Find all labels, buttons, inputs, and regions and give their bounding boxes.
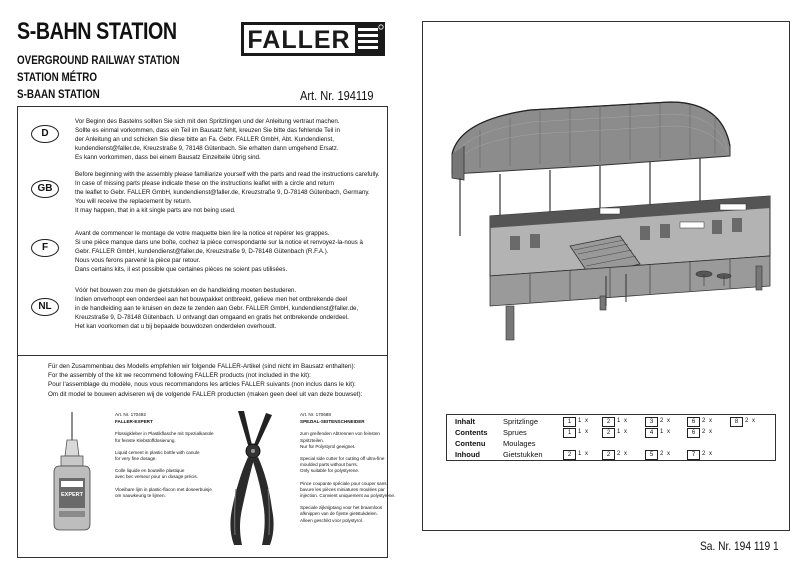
sa-number: Sa. Nr. 194 119 1: [700, 539, 779, 553]
faller-logo: [241, 22, 385, 56]
parts-row-gb: Contents Sprues 1 1 x 2 1 x 4 1 x 6 2 x: [455, 428, 712, 437]
language-badge-nl: NL: [31, 298, 59, 316]
language-badge-fr: F: [31, 239, 59, 257]
language-badge-gb: GB: [31, 180, 59, 198]
accessory-expert-text: Art. Nr. 170492 FALLER-EXPERT Flüssigkleber in Plastikflasche mit Spezialkanüle für feinste Klebstoffdosierung. Liquid cement in plastic bottle with canule for very fine dosage. Colle liquide en bouteille plastique avec bec verseur pour un dosage précis. Vloeibare lijm in plastic-flacon met doseerbuisje om nauwkeurig te lijmen.: [115, 412, 214, 498]
bottle-label: EXPERT: [60, 492, 84, 498]
page-title: S-BAHN STATION: [17, 18, 177, 45]
language-badge-de: D: [31, 125, 59, 143]
article-number: Art. Nr. 194119: [300, 88, 374, 103]
accessories-intro: Für den Zusammenbau des Modells empfehlen wir folgende FALLER-Artikel (sind nicht im Bausatz enthalten): For the assembly of the kit we recommend following FALLER products (not included in the kit): Pour l'assemblage du modèle, nous vous recommandons les articles FALLER suivants (non inclus dans le kit): Om dit model te bouwen adviseren wij de volgende FALLER producten (maken geen deel uit van deze bouwset):: [48, 363, 363, 398]
parts-row-fr: Contenu Moulages: [455, 439, 536, 448]
parts-row-nl: Inhoud Gietstukken 2 1 x 2 2 x 5 2 x 7 2 x: [455, 450, 712, 459]
subtitle-french: STATION MÉTRO: [17, 70, 97, 84]
station-model-image: [440, 96, 780, 346]
language-text-gb: Before beginning with the assembly please familiarize yourself with the parts and read the instructions carefully. In case of missing parts please indicate these on the instructions leaflet with a circle and return the leaflet to Gebr. FALLER GmbH, kundendienst@faller.de, Kreuzstraße 9, D-78148 Gütenbach, Germany. You will receive the replacement by return. It may happen, that in a kit single parts are not being used.: [75, 171, 380, 214]
instructions-panel: [17, 106, 396, 558]
parts-row-de: Inhalt Spritzlinge 1 1 x 2 1 x 3 2 x 6 2 x 8 2 x: [455, 417, 755, 426]
logo-text: FALLER: [247, 26, 351, 54]
section-divider: [18, 355, 387, 356]
language-text-de: Vor Beginn des Bastelns sollten Sie sich mit den Spritzlingen und der Anleitung vertraut machen. Sollte es einmal vorkommen, dass ein Teil im Bausatz fehlt, kreuzen Sie bitte das fehlende Teil in der Anleitung an und schicken Sie diese bitte an Fa. Gebr. FALLER GmbH, Abt. Kundendienst, kundendienst@faller.de, Kreuzstraße 9, 78148 Gütenbach. Sie erhalten dann umgehend Ersatz. Es kann vorkommen, dass bei einem Bausatz Einzelteile übrig sind.: [75, 118, 340, 161]
subtitle-english: OVERGROUND RAILWAY STATION: [17, 53, 180, 67]
glue-bottle-image: [46, 412, 98, 532]
language-text-fr: Avant de commencer le montage de votre maquette bien lire la notice et repérer les grappes. Si une pièce manque dans une boîte, cochez la pièce correspondante sur la notice et renvoyez-la-nous à Gebr. FALLER GmbH, kundendienst@faller.de, Kreuzstraße 9, D-78148 Gütenbach (R.F.A.). Nous vous ferons parvenir la pièce par retour. Dans certains kits, il est possible que certaines pièces ne soient pas utilisées.: [75, 230, 363, 273]
accessory-cutter-text: Art. Nr. 170688 SPEZIAL-SEITENSCHNEIDER zum greifenden Abtrennen von feinsten Spritzteilen. Nur für Polystyrol geeignet. Special side cutter for cutting off ultra-fine moulded parts without burrs. Only suitable for polystyrene. Pince coupante spéciale pour couper sans bavure les pièces miniatures moulées par injection. Convient uniquement au polystyrène. Speciale zijknijptang voor het braamloos afknippen van de fijnste gietstukdelen. Alleen geschikt voor polystyrol.: [300, 412, 396, 523]
subtitle-dutch: S-BAAN STATION: [17, 87, 100, 101]
side-cutter-image: [218, 409, 288, 549]
parts-table: [446, 414, 776, 461]
language-text-nl: Vóór het bouwen zou men de gietstukken en de handleiding moeten bestuderen. Indien onverhoopt een onderdeel aan het bouwpakket ontbreekt, gelieve men het ontbrekende deel in de handleiding aan te kruisen en deze te zenden aan Gebr. FALLER GmbH, kundendienst@faller.de, Kreuzstraße 9, D-78148 Gütenbach. U ontvangt dan omgaand en gratis het ontbrekende onderdeel. Het kan voorkomen dat u bij bepaalde bouwdozen onderdelen overhoudt.: [75, 287, 359, 330]
